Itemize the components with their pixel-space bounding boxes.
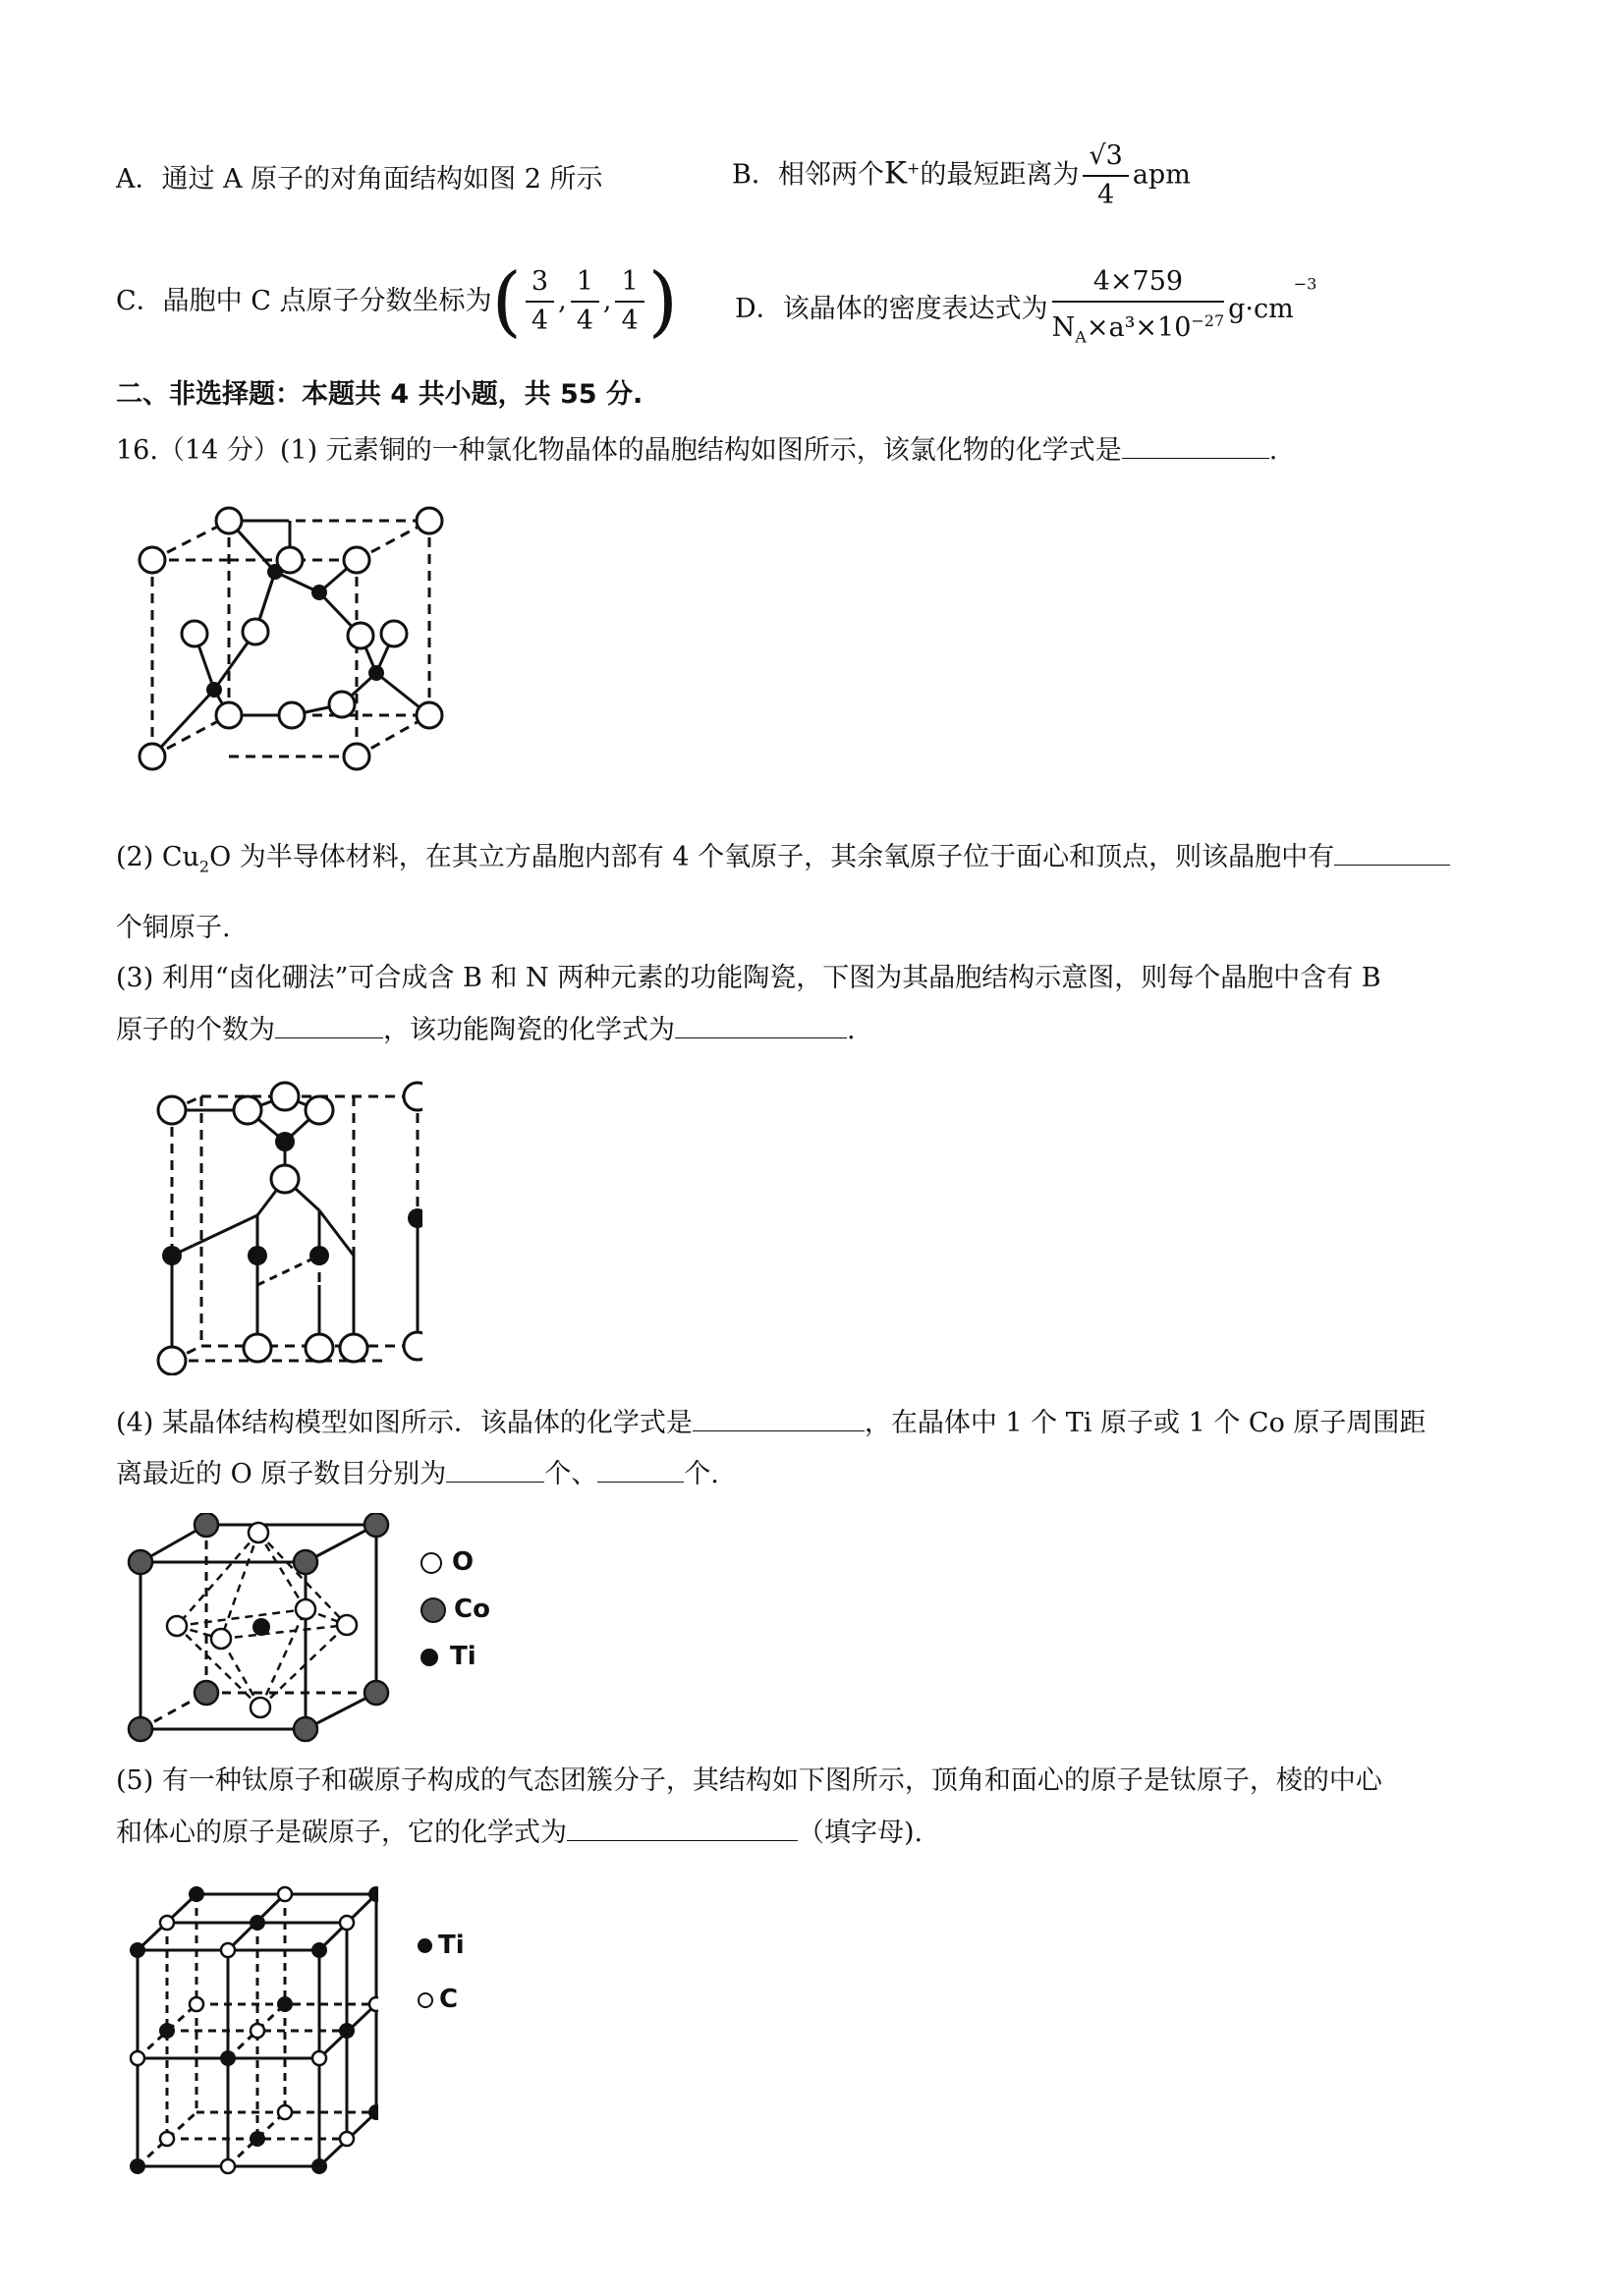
q16-part2: (2) $Cu_2O$ 为半导体材料，在其立方晶胞内部有 4 个氧原子，其余氧原子位于面心和顶点，则该晶胞中有	[116, 837, 1450, 886]
option-b	[732, 138, 1191, 214]
answer-blank-1[interactable]	[1122, 430, 1269, 459]
option-c-lparen: (	[491, 257, 522, 346]
option-c-prefix: C．晶胞中 C 点原子分数坐标为	[116, 286, 492, 316]
option-c-coord-z: $\frac{1}{4}$	[615, 263, 644, 340]
figure-bn-unit-cell	[138, 1071, 422, 1375]
q16-part4-cont: 离最近的 O 原子数目分别为 个、 个.	[116, 1454, 719, 1494]
option-d-unit: g·cm	[1228, 294, 1294, 325]
q16-part3-cont: 原子的个数为 ，该功能陶瓷的化学式为 .	[116, 1010, 856, 1050]
cobalt-legend-icon	[420, 1597, 446, 1623]
answer-blank-3[interactable]	[275, 1010, 383, 1038]
option-a: A．通过 A 原子的对角面结构如图 2 所示	[116, 164, 603, 195]
answer-blank-7[interactable]	[597, 1454, 684, 1483]
answer-blank-6[interactable]	[446, 1454, 544, 1483]
option-c-coord-x: $\frac{3}{4}$	[526, 263, 554, 340]
option-c: C．晶胞中 C 点原子分数坐标为( $\frac{3}{4}$ , $\frac{1}{4}$ , $\frac{1}{4}$ )	[116, 257, 679, 346]
option-d-fraction	[1052, 263, 1224, 356]
option-d	[735, 263, 1316, 356]
option-b-prefix: B．相邻两个	[732, 159, 884, 191]
option-d-unit-exp: −3	[1293, 274, 1317, 294]
option-b-fraction	[1083, 138, 1128, 214]
figure-cucl-unit-cell	[123, 486, 457, 781]
answer-blank-4[interactable]	[675, 1010, 847, 1038]
option-d-frac-num: 4×759	[1052, 263, 1224, 303]
q16-part1-text: 16.（14 分）(1) 元素铜的一种氯化物晶体的晶胞结构如图所示，该氯化物的化学式是	[116, 435, 1122, 466]
titanium-legend-icon	[418, 1938, 432, 1953]
answer-blank-8[interactable]	[567, 1813, 798, 1841]
option-b-charge: +	[907, 158, 921, 178]
oxygen-legend-icon	[420, 1552, 442, 1574]
option-d-frac-den: $N_A\times a^3\times 10^{-27}$	[1051, 311, 1225, 347]
option-c-coord-y: $\frac{1}{4}$	[571, 263, 599, 340]
option-b-mid: 的最短距离为	[920, 159, 1080, 191]
q16-part4: (4) 某晶体结构模型如图所示．该晶体的化学式是 ，在晶体中 1 个 Ti 原子或 1 个 Co 原子周围距	[116, 1403, 1426, 1443]
section-header: 二、非选择题：本题共 4 共小题，共 55 分.	[116, 379, 644, 410]
titanium-legend-icon	[420, 1649, 438, 1666]
q16-part3: (3) 利用“卤化硼法”可合成含 B 和 N 两种元素的功能陶瓷，下图为其晶胞结构示意图，则每个晶胞中含有 B	[116, 963, 1381, 993]
figure-perovskite	[123, 1513, 398, 1749]
option-b-unit: apm	[1132, 159, 1191, 191]
q16-part5-cont: 和体心的原子是碳原子，它的化学式为 （填字母).	[116, 1813, 923, 1853]
answer-blank-5[interactable]	[693, 1403, 865, 1431]
answer-blank-2[interactable]	[1334, 837, 1450, 866]
q16-part2-cont: 个铜原子.	[116, 913, 231, 943]
carbon-legend-icon	[418, 1992, 433, 2008]
figure-ti-c-cluster	[123, 1881, 378, 2176]
option-b-ion: K	[883, 155, 908, 192]
q16-part5: (5) 有一种钛原子和碳原子构成的气态团簇分子，其结构如下图所示，顶角和面心的原子是钛原子，棱的中心	[116, 1765, 1382, 1796]
q16-part1: 16.（14 分）(1) 元素铜的一种氯化物晶体的晶胞结构如图所示，该氯化物的化学式是 .	[116, 430, 1277, 471]
option-d-prefix: D．该晶体的密度表达式为	[735, 294, 1048, 325]
option-b-frac-num: √3	[1083, 138, 1128, 177]
option-c-rparen: )	[647, 257, 679, 346]
option-b-frac-den: 4	[1097, 180, 1115, 210]
